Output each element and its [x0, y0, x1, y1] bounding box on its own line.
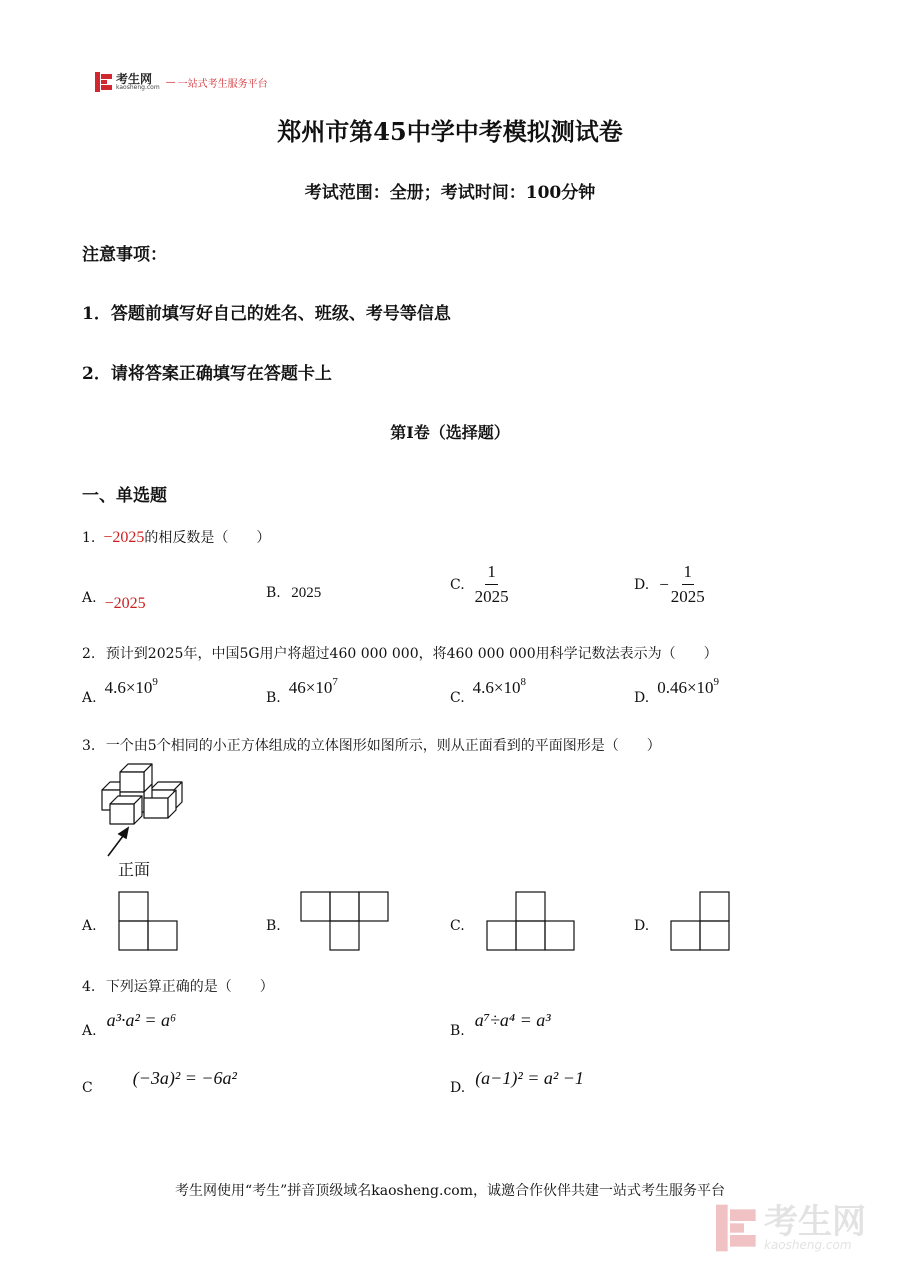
- header-slogan: 一站式考生服务平台: [177, 78, 268, 90]
- option-label: D.: [450, 1080, 466, 1096]
- q3-option-a[interactable]: [82, 918, 97, 934]
- base: 4.6×10: [472, 678, 521, 697]
- option-label: D.: [634, 690, 650, 706]
- option-value: [473, 678, 526, 698]
- q2-option-b[interactable]: [266, 678, 338, 706]
- option-label: C.: [450, 690, 465, 706]
- question-4-stem: [82, 976, 274, 996]
- option-label: B.: [450, 1023, 465, 1039]
- question-number: 1.: [82, 530, 96, 546]
- option-label: D.: [634, 576, 650, 593]
- q3-option-b-figure: [300, 891, 392, 953]
- q1-option-d[interactable]: [634, 562, 705, 607]
- cube-figure: [88, 762, 188, 862]
- option-label: C: [82, 1080, 93, 1096]
- option-expression: a⁷÷a⁴ = a³: [474, 1010, 551, 1030]
- q3-option-c[interactable]: [450, 918, 465, 934]
- q3-option-c-figure: [486, 891, 578, 953]
- cube-top: [120, 764, 152, 792]
- option-label: C.: [450, 576, 465, 593]
- option-label: D.: [634, 918, 650, 934]
- option-expression: (a−1)² = a² −1: [475, 1068, 584, 1088]
- option-label: C.: [450, 918, 465, 934]
- q1-option-c[interactable]: [450, 562, 509, 607]
- option-value: 2025: [291, 585, 322, 601]
- q1-option-b[interactable]: [266, 585, 321, 602]
- exponent: 9: [713, 676, 720, 688]
- denominator: 2025: [474, 587, 509, 606]
- option-value: [289, 678, 338, 698]
- option-label: B.: [266, 918, 281, 934]
- q1-option-a[interactable]: [82, 585, 146, 612]
- base: 46×10: [288, 678, 333, 697]
- page-title: 郑州市第45中学中考模拟测试卷: [277, 117, 623, 146]
- option-expression: a³·a² = a⁶: [106, 1010, 177, 1030]
- q4-option-c[interactable]: [82, 1068, 237, 1096]
- question-number: 4.: [82, 979, 96, 995]
- option-label: A.: [82, 918, 97, 934]
- numerator: 1: [682, 562, 695, 585]
- question-number: 2.: [82, 646, 96, 662]
- numerator: 1: [485, 562, 498, 585]
- stem-text: 一个由5个相同的小正方体组成的立体图形如图所示，则从正面看到的平面图形是（ ）: [105, 738, 661, 754]
- option-value: −2025: [104, 595, 146, 612]
- question-1-stem: [82, 527, 270, 547]
- base: 0.46×10: [657, 678, 714, 697]
- front-arrow-icon: [108, 828, 128, 856]
- slogan-dash: —: [165, 76, 176, 88]
- header-logo: [95, 70, 268, 94]
- notes-item-2: 2．请将答案正确填写在答题卡上: [82, 364, 332, 384]
- brand-name: 考生网: [116, 72, 153, 86]
- stem-text: 下列运算正确的是（ ）: [105, 979, 274, 995]
- exponent: 7: [332, 676, 338, 688]
- stem-text: 的相反数是（ ）: [144, 530, 271, 546]
- denominator: 2025: [670, 587, 705, 606]
- exponent: 9: [152, 676, 158, 688]
- kaosheng-logo-icon: [95, 72, 113, 92]
- option-value: [105, 678, 158, 698]
- q3-option-d[interactable]: [634, 918, 649, 934]
- option-label: B.: [266, 690, 281, 706]
- fraction: [671, 562, 705, 607]
- sign: −: [659, 574, 669, 594]
- watermark-logo-icon: [716, 1202, 758, 1254]
- option-expression: (−3a)² = −6a²: [132, 1068, 237, 1088]
- notes-item-1: 1．答题前填写好自己的姓名、班级、考号等信息: [82, 304, 451, 324]
- q4-option-b[interactable]: [450, 1010, 551, 1039]
- option-value: [657, 678, 719, 698]
- q2-option-a[interactable]: [82, 678, 158, 706]
- q4-option-a[interactable]: [82, 1010, 176, 1039]
- watermark-name: 考生网: [764, 1202, 866, 1242]
- option-label: A.: [82, 690, 97, 706]
- cube-front: [110, 796, 142, 824]
- brand-domain: kaosheng.com: [116, 84, 160, 91]
- exponent: 8: [520, 676, 527, 688]
- stem-value: −2025: [103, 529, 145, 546]
- watermark: [716, 1202, 866, 1254]
- q3-option-a-figure: [118, 891, 180, 953]
- exam-info: 考试范围：全册；考试时间：100分钟: [304, 183, 596, 203]
- question-2-stem: [82, 643, 718, 663]
- notes-heading: 注意事项：: [82, 245, 167, 265]
- fraction: [475, 562, 509, 607]
- stem-text: 预计到2025年，中国5G用户将超过460 000 000，将460 000 000用科学记数法表示为（ ）: [105, 646, 718, 662]
- volume-title: 第I卷（选择题）: [390, 423, 510, 442]
- option-label: B.: [266, 585, 281, 601]
- q3-option-d-figure: [670, 891, 732, 953]
- section-title: 一、单选题: [82, 486, 167, 506]
- option-label: A.: [82, 1023, 97, 1039]
- q3-option-b[interactable]: [266, 918, 281, 934]
- footer-text: 考生网使用“考生”拼音顶级域名kaosheng.com，诚邀合作伙伴共建一站式考生服务平台: [174, 1183, 726, 1199]
- option-label: A.: [82, 590, 97, 606]
- q4-option-d[interactable]: [450, 1068, 584, 1096]
- question-number: 3.: [82, 738, 96, 754]
- q2-option-d[interactable]: [634, 678, 719, 706]
- watermark-domain: kaosheng.com: [764, 1238, 852, 1252]
- base: 4.6×10: [104, 678, 153, 697]
- question-3-stem: [82, 735, 661, 755]
- q2-option-c[interactable]: [450, 678, 526, 706]
- figure-label: 正面: [118, 860, 151, 879]
